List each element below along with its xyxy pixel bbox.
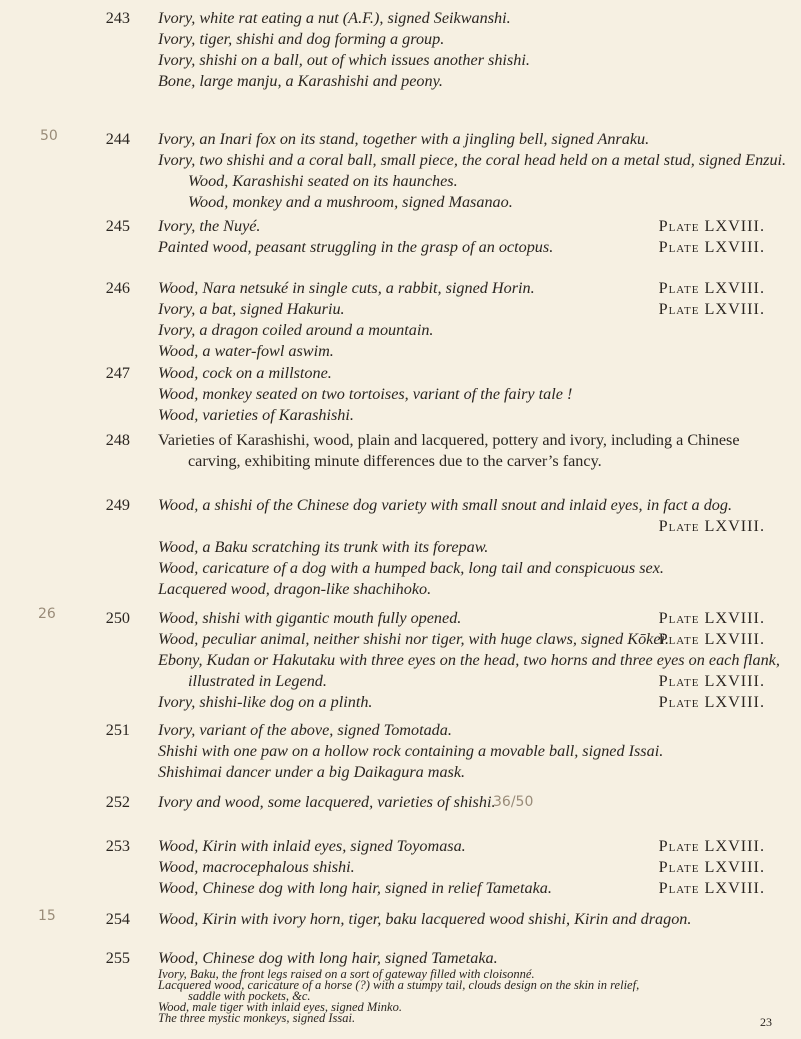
entry-line: Wood, Chinese dog with long hair, signed Tametaka. xyxy=(158,949,498,967)
plate-reference: Plate LXVIII. xyxy=(658,858,765,876)
entry-line: Ivory, shishi on a ball, out of which issues another shishi. xyxy=(158,51,530,69)
plate-reference: Plate LXVIII. xyxy=(658,672,765,690)
entry-line: Ivory, shishi-like dog on a plinth. xyxy=(158,693,373,711)
entry-255-continuation xyxy=(158,969,778,1024)
entry-line: Shishimai dancer under a big Daikagura mask. xyxy=(158,763,466,781)
plate-reference: Plate LXVIII. xyxy=(658,879,765,897)
entry-line: Lacquered wood, caricature of a horse (?) with a stumpy tail, clouds design on the skin in relief, xyxy=(158,978,640,992)
entry-line: illustrated in Legend. xyxy=(188,672,327,690)
pencil-note: 26 xyxy=(38,606,56,622)
entry-line: Ivory, a dragon coiled around a mountain. xyxy=(158,321,434,339)
entry-number: 244 xyxy=(105,130,130,148)
entry-number: 255 xyxy=(105,949,130,967)
entry-line: Bone, large manju, a Karashishi and peony. xyxy=(158,72,443,90)
entry-line: Ivory, the Nuyé. xyxy=(158,217,261,235)
entry-line: Varieties of Karashishi, wood, plain and lacquered, pottery and ivory, including a Chinese xyxy=(158,431,740,449)
plate-reference: Plate LXVIII. xyxy=(658,517,765,535)
entry-number: 250 xyxy=(105,609,130,627)
entry-number: 245 xyxy=(105,217,130,235)
entry-line: Wood, Karashishi seated on its haunches. xyxy=(188,172,458,190)
entry-line: Wood, Nara netsuké in single cuts, a rabbit, signed Horin. xyxy=(158,279,535,297)
plate-reference: Plate LXVIII. xyxy=(658,300,765,318)
entry-line: Lacquered wood, dragon-like shachihoko. xyxy=(158,580,432,598)
entry-line: Ivory, two shishi and a coral ball, small piece, the coral head held on a metal stud, signed Enzui. xyxy=(158,151,787,169)
entry-line: Wood, Chinese dog with long hair, signed in relief Tametaka. xyxy=(158,879,552,897)
entry-line: Ebony, Kudan or Hakutaku with three eyes on the head, two horns and three eyes on each flank, xyxy=(158,651,780,669)
entry-number: 252 xyxy=(105,793,130,811)
entry-line: Wood, peculiar animal, neither shishi nor tiger, with huge claws, signed Kōkei. xyxy=(158,630,670,648)
entry-line: Wood, a Baku scratching its trunk with its forepaw. xyxy=(158,538,489,556)
entry-line: Wood, a water-fowl aswim. xyxy=(158,342,334,360)
page-number: 23 xyxy=(760,1015,772,1029)
plate-reference: Plate LXVIII. xyxy=(658,693,765,711)
entry-line: Ivory, white rat eating a nut (A.F.), signed Seikwanshi. xyxy=(158,9,511,27)
plate-reference: Plate LXVIII. xyxy=(658,630,765,648)
entry-line: Painted wood, peasant struggling in the grasp of an octopus. xyxy=(158,238,554,256)
entry-number: 254 xyxy=(105,910,130,928)
entry-number: 251 xyxy=(105,721,130,739)
entry-line: Wood, shishi with gigantic mouth fully opened. xyxy=(158,609,462,627)
plate-reference: Plate LXVIII. xyxy=(658,238,765,256)
entry-line: Wood, varieties of Karashishi. xyxy=(158,406,354,424)
entry-line: saddle with pockets, &c. xyxy=(188,989,311,1003)
entry-line: Ivory, tiger, shishi and dog forming a group. xyxy=(158,30,445,48)
pencil-note: 50 xyxy=(40,128,58,144)
entry-line: Ivory, an Inari fox on its stand, together with a jingling bell, signed Anraku. xyxy=(158,130,650,148)
plate-reference: Plate LXVIII. xyxy=(658,217,765,235)
entry-line: Wood, macrocephalous shishi. xyxy=(158,858,355,876)
entry-line: The three mystic monkeys, signed Issai. xyxy=(158,1011,356,1025)
plate-reference: Plate LXVIII. xyxy=(658,609,765,627)
entry-number: 249 xyxy=(105,496,130,514)
pencil-note: 15 xyxy=(38,908,56,924)
entry-line: Wood, monkey seated on two tortoises, variant of the fairy tale ! xyxy=(158,385,573,403)
entry-number: 243 xyxy=(105,9,130,27)
entry-number: 248 xyxy=(105,431,130,449)
plate-reference: Plate LXVIII. xyxy=(658,279,765,297)
entry-line: Wood, caricature of a dog with a humped back, long tail and conspicuous sex. xyxy=(158,559,664,577)
entry-line: Wood, cock on a millstone. xyxy=(158,364,332,382)
entry-line: Wood, monkey and a mushroom, signed Masanao. xyxy=(188,193,513,211)
entry-line: Ivory, Baku, the front legs raised on a sort of gateway filled with cloisonné. xyxy=(158,967,535,981)
plate-reference: Plate LXVIII. xyxy=(658,837,765,855)
entry-number: 246 xyxy=(105,279,130,297)
entry-line: carving, exhibiting minute differences due to the carver’s fancy. xyxy=(188,452,602,470)
pencil-note: 36/50 xyxy=(493,794,534,810)
entry-number: 247 xyxy=(105,364,130,382)
entry-line: Ivory and wood, some lacquered, varieties of shishi. xyxy=(158,793,496,811)
entry-line: Wood, male tiger with inlaid eyes, signed Minko. xyxy=(158,1000,402,1014)
entry-line: Ivory, a bat, signed Hakuriu. xyxy=(158,300,345,318)
entry-line: Wood, Kirin with inlaid eyes, signed Toyomasa. xyxy=(158,837,466,855)
entry-line: Ivory, variant of the above, signed Tomotada. xyxy=(158,721,452,739)
entry-number: 253 xyxy=(105,837,130,855)
entry-line: Wood, Kirin with ivory horn, tiger, baku lacquered wood shishi, Kirin and dragon. xyxy=(158,910,692,928)
entry-line: Wood, a shishi of the Chinese dog variety with small snout and inlaid eyes, in fact a dog. xyxy=(158,496,733,514)
entry-line: Shishi with one paw on a hollow rock containing a movable ball, signed Issai. xyxy=(158,742,664,760)
